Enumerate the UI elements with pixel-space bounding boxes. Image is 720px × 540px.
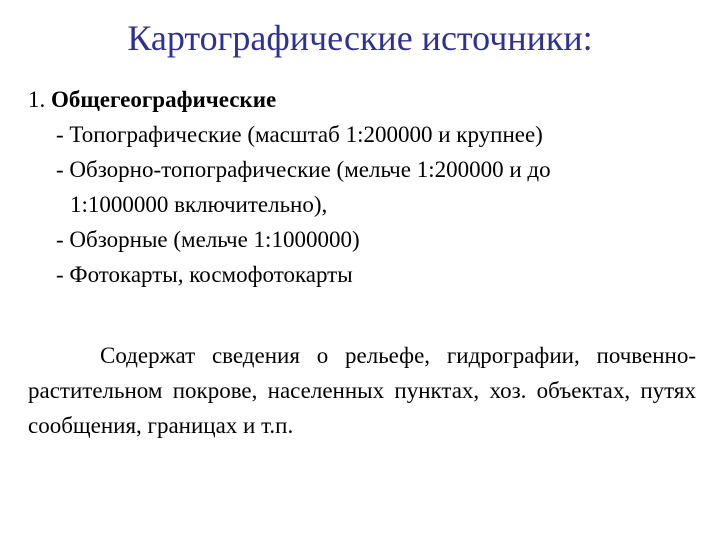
list-item-overview-topographic-continued: 1:1000000 включительно), [70,192,328,217]
list-item-topographic: - Топографические (масштаб 1:200000 и крупнее) [56,122,543,147]
section-title: Общегеографические [51,87,277,112]
list-item-overview: - Обзорные (мельче 1:1000000) [56,227,360,252]
section-number: 1. [28,87,46,112]
list-item-photomaps: - Фотокарты, космофотокарты [56,262,353,287]
description-paragraph: Содержат сведения о рельефе, гидрографии, почвенно-растительном покрове, населенных пунктах, хоз. объектах, путях сообщения, границах и т.п. [28,343,696,438]
list-item-overview-topographic: - Обзорно-топографические (мельче 1:200000 и до [56,157,551,182]
source-list [28,82,708,292]
section-heading [28,82,708,117]
slide-title: Картографические источники: [127,18,593,58]
